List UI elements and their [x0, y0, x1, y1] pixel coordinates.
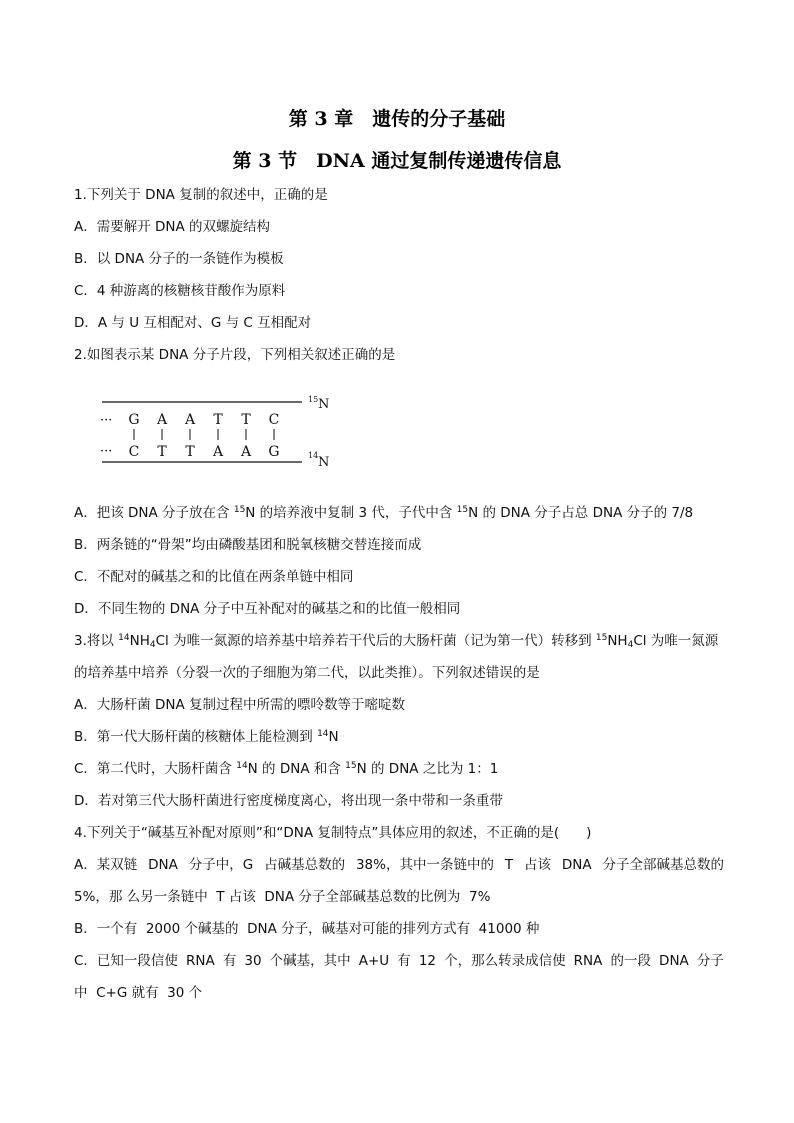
- q3-option-d: D．若对第三代大肠杆菌进行密度梯度离心，将出现一条中带和一条重带: [74, 793, 503, 809]
- q1-stem: 1.下列关于 DNA 复制的叙述中，正确的是: [74, 187, 328, 203]
- q1-option-b: B．以 DNA 分子的一条链作为模板: [74, 251, 284, 267]
- word: 分子: [696, 953, 724, 969]
- word: 个，那么转录成信使: [444, 953, 566, 969]
- dna-fragment-figure: [96, 390, 346, 470]
- bottom-ellipsis: ···: [100, 444, 113, 459]
- word: A+U: [358, 953, 390, 969]
- word: 的一段: [610, 953, 651, 969]
- label-14n-element: N: [318, 455, 330, 470]
- q3-stem-line2: 的培养基中培养（分裂一次的子细胞为第二代，以此类推）。下列叙述错误的是: [74, 665, 540, 681]
- bottom-base: G: [268, 444, 280, 460]
- q1-option-a: A．需要解开 DNA 的双螺旋结构: [74, 219, 271, 235]
- bottom-base: A: [240, 444, 252, 460]
- top-base: C: [268, 412, 280, 428]
- q4-option-c-line2: 中 C+G 就有 30 个: [74, 985, 203, 1001]
- q4-option-a-line1: [74, 856, 724, 874]
- bottom-base: A: [212, 444, 224, 460]
- label-15n-mass: 15: [308, 395, 319, 404]
- q1-option-d: D．A 与 U 互相配对、G 与 C 互相配对: [74, 315, 312, 331]
- top-base: G: [128, 412, 140, 428]
- q4-option-c-line1: [74, 952, 724, 970]
- q4-stem: 4.下列关于“碱基互补配对原则”和“DNA 复制特点”具体应用的叙述，不正确的是( ): [74, 825, 592, 841]
- word: DNA: [148, 857, 178, 873]
- top-base: T: [241, 412, 251, 428]
- word: 占碱基总数的: [264, 857, 346, 873]
- bottom-base: T: [157, 444, 167, 460]
- word: 分子中，G: [188, 857, 254, 873]
- top-base: A: [156, 412, 168, 428]
- word: 分子全部碱基总数的: [602, 857, 724, 873]
- word: C．已知一段信使: [74, 953, 178, 969]
- q4-option-b: B．一个有 2000 个碱基的 DNA 分子，碱基对可能的排列方式有 41000 种: [74, 921, 540, 937]
- q4-option-a-line2: 5%，那 么另一条链中 T 占该 DNA 分子全部碱基总数的比例为 7%: [74, 889, 491, 905]
- word: DNA: [561, 857, 592, 873]
- word: T: [504, 857, 514, 873]
- word: RNA: [573, 953, 603, 969]
- q3-stem-line1: 3.将以 $^{14}NH_4Cl$ 为唯一氮源的培养基中培养若干代后的大肠杆菌（记为第一代）转移到 $^{15}NH_4Cl$ 为唯一氮源: [74, 633, 719, 650]
- word: 有: [397, 953, 411, 969]
- word: 个碱基，其中: [269, 953, 351, 969]
- word: DNA: [659, 953, 689, 969]
- q2-option-d: D．不同生物的 DNA 分子中互补配对的碱基之和的比值一般相同: [74, 601, 461, 617]
- q3-option-c: C．第二代时，大肠杆菌含 $^{14}$N 的 DNA 和含 $^{15}$N 的 DNA 之比为 1：1: [74, 761, 499, 777]
- q2-option-a: A．把该 DNA 分子放在含 $^{15}$N 的培养液中复制 3 代，子代中含 $^{15}$N 的 DNA 分子占总 DNA 分子的 7/8: [74, 505, 694, 521]
- label-15n-element: N: [318, 397, 330, 412]
- bottom-base: T: [185, 444, 195, 460]
- word: A．某双链: [74, 857, 138, 873]
- word: 38%，其中一条链中的: [355, 857, 494, 873]
- word: 30: [244, 953, 262, 969]
- q2-stem: 2.如图表示某 DNA 分子片段，下列相关叙述正确的是: [74, 347, 396, 363]
- q2-option-c: C．不配对的碱基之和的比值在两条单链中相同: [74, 569, 354, 585]
- q3-option-b: B．第一代大肠杆菌的核糖体上能检测到 $^{14}$N: [74, 729, 339, 745]
- q2-option-b: B．两条链的“骨架”均由磷酸基团和脱氧核糖交替连接而成: [74, 537, 422, 553]
- label-14n-mass: 14: [308, 451, 319, 460]
- word: 有: [222, 953, 237, 969]
- top-ellipsis: ···: [100, 413, 113, 428]
- word: RNA: [186, 953, 215, 969]
- top-base: T: [213, 412, 223, 428]
- q1-option-c: C．4 种游离的核糖核苷酸作为原料: [74, 283, 286, 299]
- word: 占该: [523, 857, 551, 873]
- word: 12: [418, 953, 437, 969]
- chapter-title: 第 3 章 遗传的分子基础: [288, 108, 506, 130]
- bottom-base: C: [128, 444, 140, 460]
- top-base: A: [184, 412, 196, 428]
- q3-option-a: A．大肠杆菌 DNA 复制过程中所需的嘌呤数等于嘧啶数: [74, 697, 406, 713]
- section-title: 第 3 节 DNA 通过复制传递遗传信息: [232, 150, 562, 172]
